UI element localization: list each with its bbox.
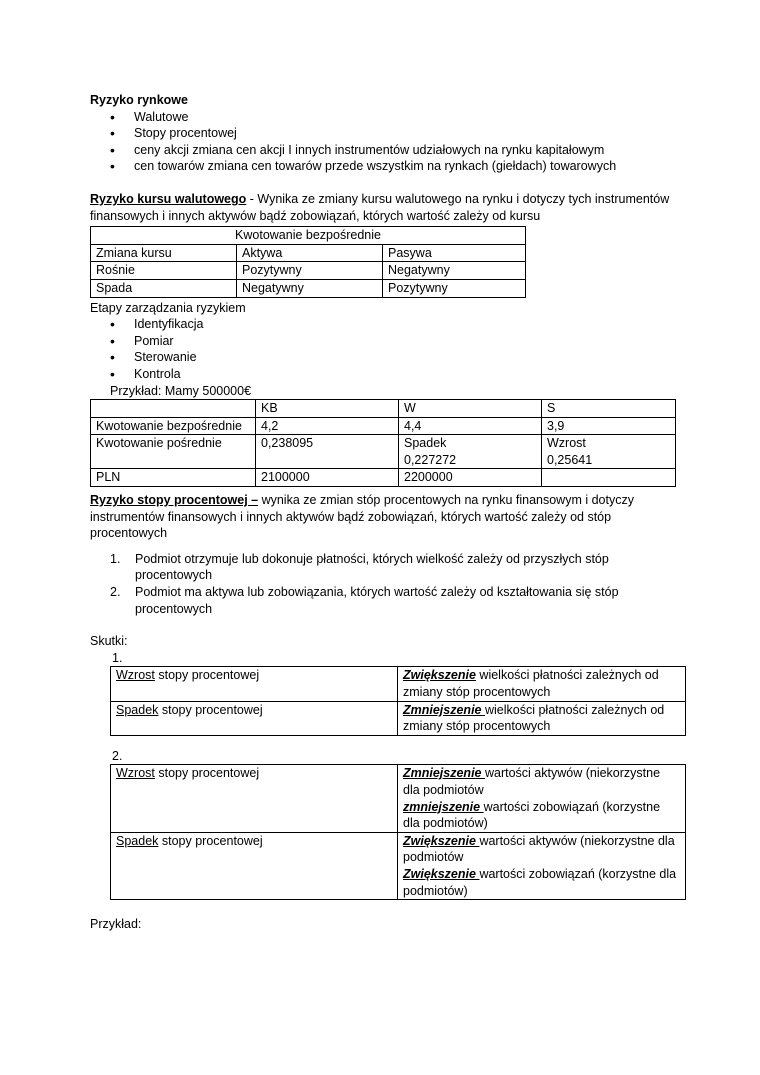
table-cell: Pozytywny — [383, 279, 526, 297]
table-row — [111, 667, 686, 701]
table-cell: Spada — [91, 279, 237, 297]
table-cell: Pozytywny — [237, 262, 383, 280]
table-cell: Zmiana kursu — [91, 244, 237, 262]
example-amount: Przykład: Mamy 500000€ — [110, 383, 252, 398]
fx-risk-paragraph — [90, 191, 680, 224]
table-cell — [111, 832, 398, 899]
rate-label: stopy procentowej — [158, 833, 263, 848]
table-cell: Rośnie — [91, 262, 237, 280]
table-cell: Kwotowanie bezpośrednie — [91, 417, 256, 435]
table-row — [91, 244, 526, 262]
fall-label: Spadek — [116, 833, 159, 848]
table-cell — [91, 400, 256, 418]
table-cell: KB — [256, 400, 399, 418]
emphasis: Zmniejszenie — [403, 766, 485, 781]
cell-text: wartości aktywów (niekorzystne dla podmiotów — [403, 766, 661, 797]
cell-text: wielkości płatności zależnych od zmiany stóp procentowych — [403, 668, 659, 699]
interest-risk-list — [90, 551, 680, 617]
fx-risk-title: Ryzyko kursu walutowego — [90, 191, 247, 206]
table-cell — [398, 667, 686, 701]
table-cell — [111, 701, 398, 735]
table-row — [91, 469, 676, 487]
table-cell — [398, 765, 686, 832]
list-number: 2. — [110, 585, 121, 600]
cell-text: wartości zobowiązań (korzystne dla podmiotów) — [403, 866, 677, 898]
list-item — [110, 551, 680, 584]
rise-label: Wzrost — [116, 668, 155, 683]
list-item: • Stopy procentowej — [110, 125, 680, 142]
table-cell: PLN — [91, 469, 256, 487]
emphasis: zmniejszenie — [403, 799, 484, 814]
quote-example-table — [90, 399, 676, 487]
table-cell — [542, 469, 676, 487]
table-row — [91, 400, 676, 418]
table-row — [91, 435, 676, 469]
fall-label: Spadek — [116, 702, 159, 717]
interest-risk-paragraph — [90, 492, 680, 542]
rate-label: stopy procentowej — [154, 668, 260, 683]
cell-line — [403, 799, 680, 832]
market-risk-list — [90, 109, 680, 175]
list-item: • Sterowanie — [110, 349, 680, 366]
cell-line — [403, 833, 680, 866]
table-cell: 4,4 — [399, 417, 542, 435]
footer-example-label: Przykład: — [90, 917, 142, 932]
effects-number-2: 2. — [112, 748, 123, 763]
list-text: Podmiot otrzymuje lub dokonuje płatności, których wielkość zależy od przyszłych stóp procentowych — [135, 551, 609, 583]
risk-management-title: Etapy zarządzania ryzykiem — [90, 300, 246, 315]
list-text: Podmiot ma aktywa lub zobowiązania, których wartość zależy od kształtowania się stóp procentowych — [135, 585, 619, 616]
table-row — [111, 765, 686, 832]
table-cell: Spadek 0,227272 — [399, 435, 542, 469]
table-row — [111, 832, 686, 899]
list-item: • cen towarów zmiana cen towarów przede wszystkim na rynkach (giełdach) towarowych — [110, 158, 680, 175]
table-cell: 2200000 — [399, 469, 542, 487]
cell-line — [403, 866, 680, 899]
table-cell — [111, 667, 398, 701]
list-item — [110, 584, 680, 617]
table-cell: Wzrost 0,25641 — [542, 435, 676, 469]
table-cell: 2100000 — [256, 469, 399, 487]
fx-risk-desc: - Wynika ze zmiany kursu walutowego na rynku i dotyczy tych instrumentów finansowych i innych aktywów bądź zobowiązań, których wartość zależy od kursu — [90, 191, 670, 223]
table-cell: Negatywny — [383, 262, 526, 280]
cell-text: wielkości płatności zależnych od zmiany stóp procentowych — [403, 702, 665, 734]
rise-label: Wzrost — [116, 766, 155, 781]
cell-line — [403, 765, 680, 798]
emphasis: Zwiększenie — [403, 833, 480, 848]
table-cell: Aktywa — [237, 244, 383, 262]
table-cell: Pasywa — [383, 244, 526, 262]
table-cell: S — [542, 400, 676, 418]
table-cell — [398, 832, 686, 899]
emphasis: Zwiększenie — [403, 866, 480, 881]
effects-number-1: 1. — [112, 650, 123, 665]
emphasis: Zmniejszenie — [403, 702, 485, 717]
cell-text: wartości aktywów (niekorzystne dla podmiotów — [403, 833, 675, 865]
effects-title: Skutki: — [90, 634, 128, 649]
effects-table-2 — [110, 764, 686, 900]
risk-management-list — [90, 316, 680, 382]
interest-risk-title: Ryzyko stopy procentowej – — [90, 493, 259, 508]
list-item: • Identyfikacja — [110, 316, 680, 333]
table-cell: Kwotowanie pośrednie — [91, 435, 256, 469]
table-cell: 3,9 — [542, 417, 676, 435]
section-title-ryzyko-rynkowe: Ryzyko rynkowe — [90, 93, 188, 107]
table-row — [91, 279, 526, 297]
list-item: • Kontrola — [110, 366, 680, 383]
table-cell: 4,2 — [256, 417, 399, 435]
table-cell: 0,238095 — [256, 435, 399, 469]
table-row — [111, 701, 686, 735]
table-header: Kwotowanie bezpośrednie — [91, 227, 526, 245]
rate-label: stopy procentowej — [158, 702, 263, 717]
table-cell — [398, 701, 686, 735]
table-row — [91, 262, 526, 280]
interest-risk-desc: wynika ze zmian stóp procentowych na rynku finansowym i dotyczy instrumentów finansowych i innych aktywów bądź zobowiązań, których wartość zależy od stóp procentowych — [90, 493, 634, 541]
table-cell — [111, 765, 398, 832]
emphasis: Zwiększenie — [403, 668, 476, 683]
document-page — [90, 92, 680, 933]
cell-text: wartości zobowiązań (korzystne dla podmiotów) — [403, 799, 661, 831]
list-item: • Walutowe — [110, 109, 680, 126]
fx-direct-quote-table — [90, 226, 526, 297]
rate-label: stopy procentowej — [154, 766, 260, 781]
table-cell: Negatywny — [237, 279, 383, 297]
list-number: 1. — [110, 551, 121, 566]
table-cell: W — [399, 400, 542, 418]
table-row — [91, 417, 676, 435]
effects-table-1 — [110, 666, 686, 735]
list-item: • ceny akcji zmiana cen akcji I innych instrumentów udziałowych na rynku kapitałowym — [110, 142, 680, 159]
list-item: • Pomiar — [110, 333, 680, 350]
